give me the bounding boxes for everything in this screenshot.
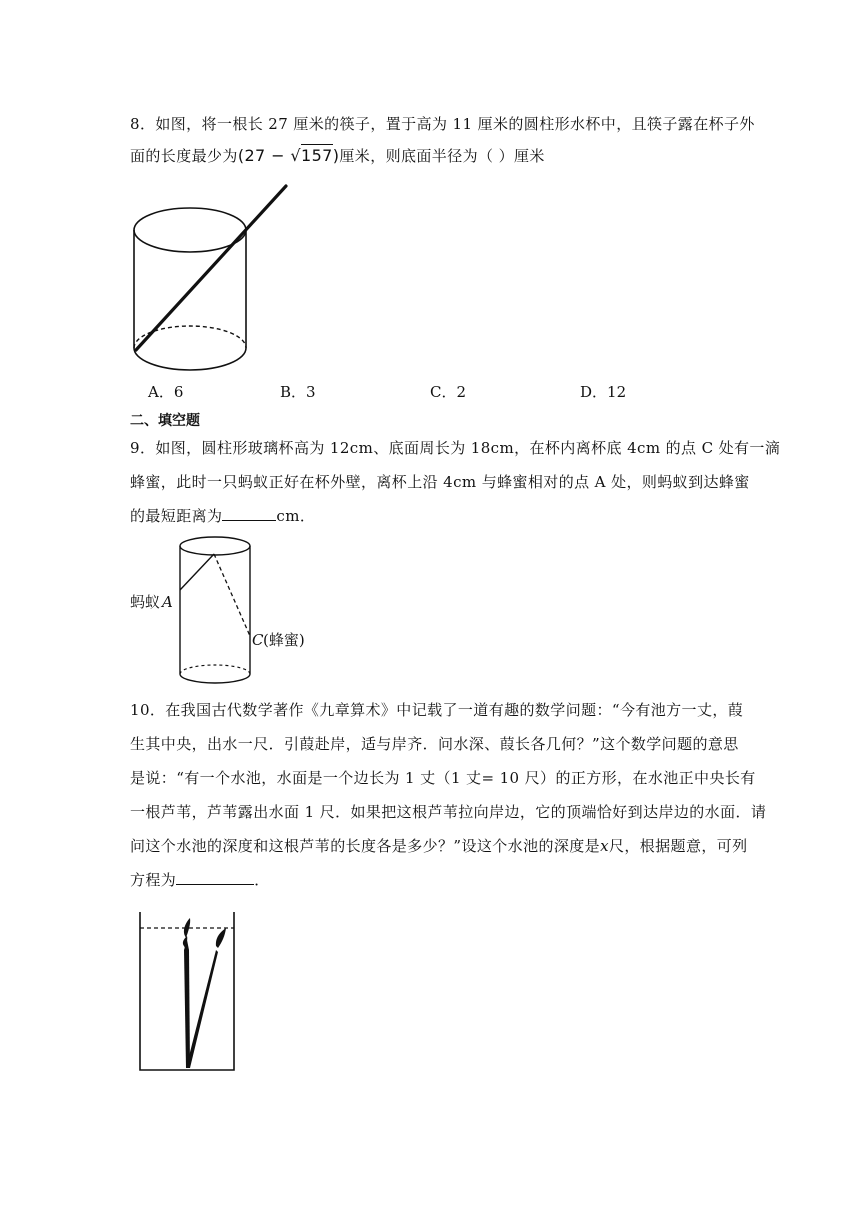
q10-text-line-6-suffix: ． (254, 871, 270, 889)
q8-text-line-2-suffix: 厘米，则底面半径为（ ）厘米 (339, 147, 545, 165)
q9-text-line-3-suffix: cm． (276, 507, 316, 525)
q8-cylinder-figure (128, 182, 298, 372)
q9-text-line-3-prefix: 的最短距离为 (130, 507, 223, 525)
q10-text-line-4: 一根芦苇，芦苇露出水面 1 尺．如果把这根芦苇拉向岸边，它的顶端恰好到达岸边的水面．请 (130, 803, 767, 821)
q8-expr-radicand: 157 (301, 146, 333, 165)
q10-text-line-2: 生其中央，出水一尺．引葭赴岸，适与岸齐．问水深、葭长各几何？”这个数学问题的意思 (130, 735, 739, 753)
q9-text-line-1: 9．如图，圆柱形玻璃杯高为 12cm、底面周长为 18cm，在杯内离杯底 4cm 的点 C 处有一滴 (130, 439, 781, 457)
q8-expr-open: (27 − √ (237, 146, 301, 165)
q10-answer-blank[interactable] (176, 870, 254, 885)
q10-text-line-6-prefix: 方程为 (130, 871, 177, 889)
q8-option-d[interactable]: D．12 (580, 383, 627, 401)
q10-pond-figure (138, 910, 248, 1076)
q9-label-ant: 蚂蚁 (130, 593, 161, 611)
q10-variable-x: x (600, 837, 609, 855)
section-heading: 二、填空题 (130, 413, 200, 429)
q9-label-honey: (蜂蜜) (263, 631, 305, 649)
q9-glass-figure (128, 532, 328, 692)
q8-option-a[interactable]: A．6 (148, 383, 184, 401)
q10-text-line-5-prefix: 问这个水池的深度和这根芦苇的长度各是多少？”设这个水池的深度是 (130, 837, 601, 855)
q10-text-line-5 (130, 836, 748, 856)
q10-text-line-5-suffix: 尺，根据题意，可列 (608, 837, 748, 855)
q9-text-line-3 (130, 506, 315, 526)
q8-option-b[interactable]: B．3 (280, 383, 316, 401)
q9-text-line-2: 蜂蜜，此时一只蚂蚁正好在杯外壁，离杯上沿 4cm 与蜂蜜相对的点 A 处，则蚂蚁到达蜂蜜 (130, 473, 750, 491)
q10-text-line-1: 10．在我国古代数学著作《九章算术》中记载了一道有趣的数学问题：“今有池方一丈，葭 (130, 701, 744, 719)
q9-answer-blank[interactable] (222, 506, 276, 521)
q10-text-line-6 (130, 870, 270, 890)
q8-expr-close: ) (332, 146, 340, 165)
q10-text-line-3: 是说：“有一个水池，水面是一个边长为 1 丈（1 丈= 10 尺）的正方形，在水池正中央长有 (130, 769, 756, 787)
q8-text-line-2-prefix: 面的长度最少为 (130, 147, 238, 165)
q8-option-c[interactable]: C．2 (430, 383, 467, 401)
q8-text-line-2 (130, 146, 545, 166)
q8-text-line-1: 8．如图，将一根长 27 厘米的筷子，置于高为 11 厘米的圆柱形水杯中，且筷子露在杯子外 (130, 115, 755, 133)
q8-expression (238, 144, 340, 165)
q9-label-point-c: C (252, 631, 264, 649)
q9-label-point-a: A (162, 593, 173, 611)
